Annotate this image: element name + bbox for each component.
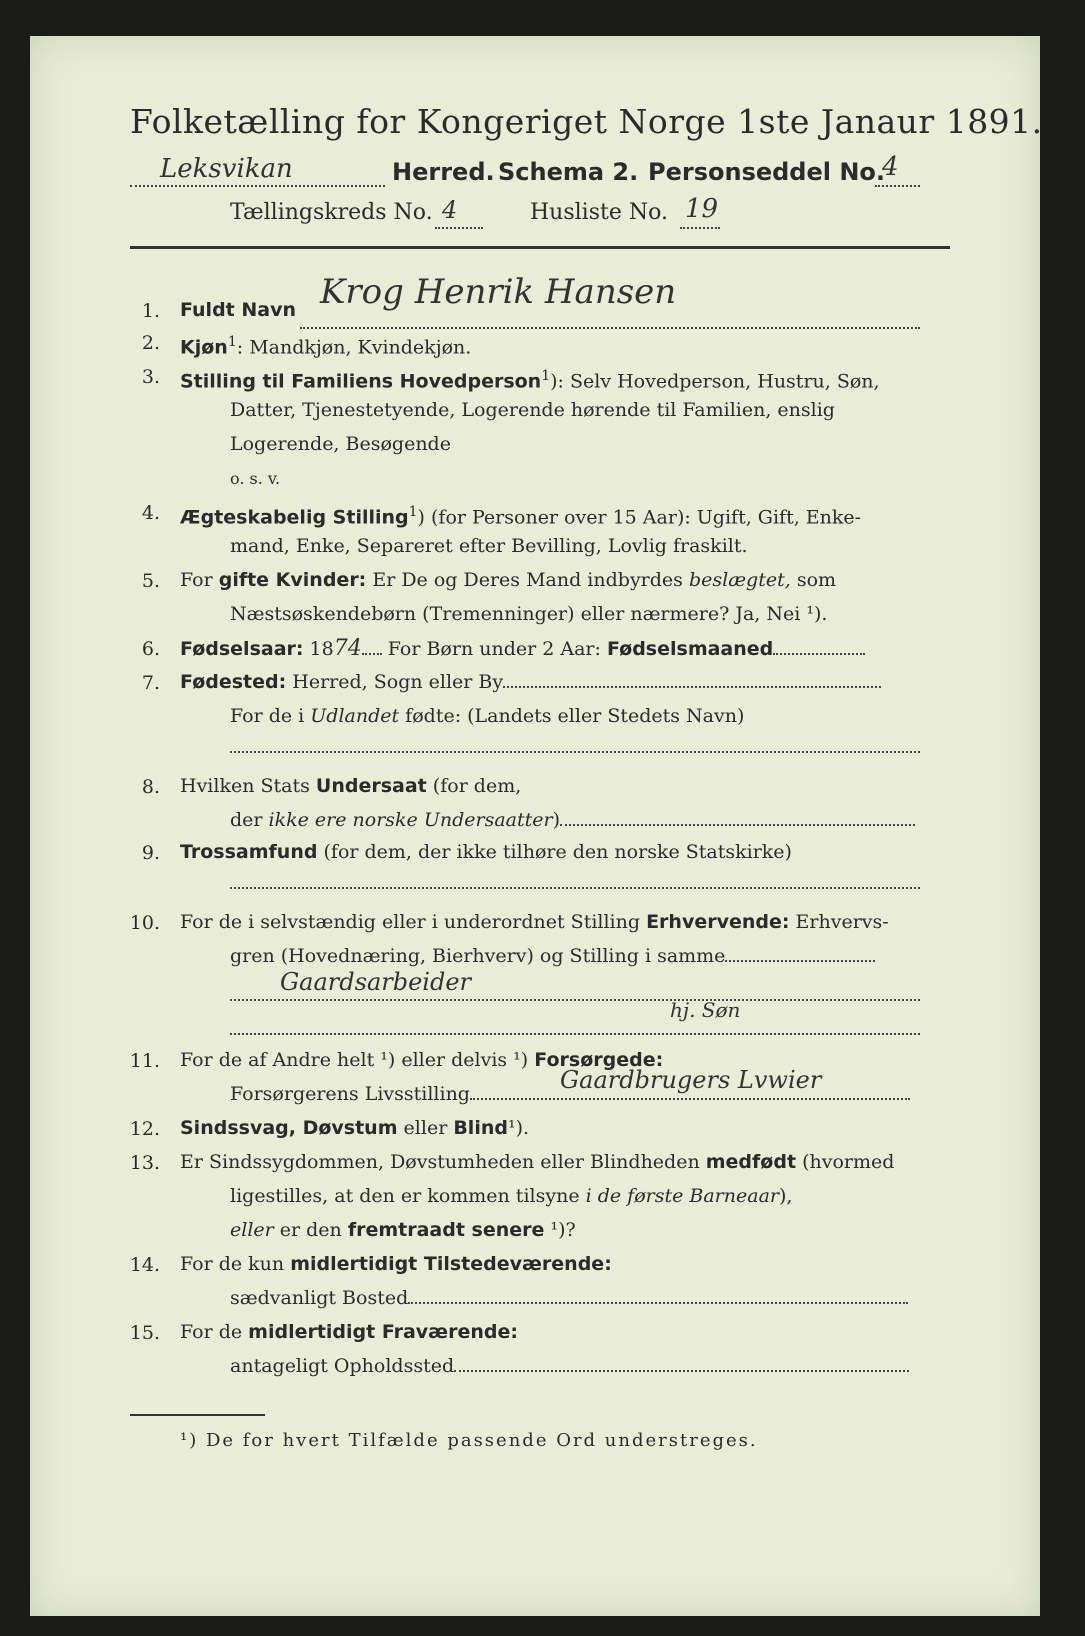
birth-year-handwritten: 74 (333, 636, 362, 661)
item-label2: Blind (453, 1117, 508, 1139)
line-label: fremtraadt senere (347, 1219, 545, 1241)
item-text: Erhvervs- (789, 911, 889, 933)
line-italic: i de første Barneaar (585, 1185, 779, 1207)
kreds-number: 4 (442, 196, 458, 224)
item-15-row (180, 1316, 518, 1349)
item-1-row (180, 294, 296, 327)
item-8-row (180, 770, 521, 803)
item-text: ): Selv Hovedperson, Hustru, Søn, (550, 370, 880, 393)
item-number: 2. (141, 332, 160, 354)
item-4-row: Ægteskabelig Stilling$^1$) (for Personer over 15 Aar): Ugift, Gift, Enke- (180, 504, 862, 529)
municipality-handwritten: Leksvikan (160, 154, 293, 184)
line-text: antageligt Opholdssted (230, 1355, 455, 1377)
item-text2: som (790, 569, 837, 591)
municipality-dots (130, 184, 385, 187)
line-text: ), (779, 1185, 793, 1207)
personseddel-number: 4 (882, 152, 899, 182)
item-3-line2: Datter, Tjenestetyende, Logerende hørende til Familien, enslig (230, 399, 835, 421)
item-7-row (180, 666, 881, 699)
item-label: midlertidigt Tilstedeværende: (290, 1253, 612, 1275)
personseddel-dots (875, 184, 920, 187)
item-text: (for dem, der ikke tilhøre den norske Statskirke) (317, 841, 792, 863)
item-label: Fødested: (180, 671, 287, 693)
item-label: Forsørgede: (534, 1049, 664, 1071)
item-14-line2 (230, 1282, 908, 1315)
item-text: ) (for Personer over 15 Aar): Ugift, Gift, Enke- (417, 506, 862, 529)
item-number: 9. (141, 842, 160, 864)
item-text: 18 (303, 638, 334, 660)
item-label: Ægteskabelig Stilling (180, 506, 409, 529)
item-text: eller (397, 1117, 454, 1139)
item-label: gifte Kvinder: (218, 569, 367, 591)
item-prefix: For de (180, 1321, 249, 1343)
line-prefix: der (230, 809, 269, 831)
personseddel-label: Personseddel No. (648, 158, 886, 186)
item-10-row (180, 906, 889, 939)
item-15-line2 (230, 1350, 909, 1383)
item-4-line2: mand, Enke, Separeret efter Bevilling, Lovlig fraskilt. (230, 535, 748, 557)
line-text: gren (Hovednæring, Bierhverv) og Stilling i samme (230, 945, 726, 967)
item-prefix: Er Sindssygdommen, Døvstumheden eller Blindheden (180, 1151, 706, 1173)
item-text2: For Børn under 2 Aar: (381, 638, 607, 660)
item-5-row (180, 564, 836, 597)
line-text: ¹)? (544, 1219, 576, 1241)
item-italic: beslægtet, (688, 569, 791, 591)
item-text2: ¹). (507, 1117, 530, 1139)
footnote-marker: 1 (227, 334, 237, 350)
item-13-row (180, 1146, 894, 1179)
footnote-rule (130, 1414, 265, 1416)
item-13-line2 (230, 1180, 792, 1213)
name-handwritten: Krog Henrik Hansen (320, 272, 677, 312)
item-text: (hvormed (796, 1151, 895, 1173)
item-10-dots2 (230, 1032, 920, 1035)
item-number: 13. (129, 1152, 160, 1174)
line-prefix: ligestilles, at den er kommen tilsyne (230, 1185, 586, 1207)
line-text: Forsørgerens Livsstilling (230, 1083, 470, 1105)
item-text: (for dem, (426, 775, 522, 797)
item-label: Fuldt Navn (180, 299, 297, 321)
kreds-label: Tællingskreds No. (230, 200, 433, 225)
item-label: Kjøn (180, 336, 228, 359)
item-label: Stilling til Familiens Hovedperson (180, 370, 542, 393)
item-7-dots (230, 750, 920, 753)
item-number: 11. (129, 1050, 160, 1072)
item-label: midlertidigt Fraværende: (248, 1321, 518, 1343)
item-3-line3: Logerende, Besøgende (230, 433, 451, 455)
item-prefix: Hvilken Stats (180, 775, 316, 797)
item-label2: Fødselsmaaned (606, 638, 774, 660)
occupation-handwritten: Gaardsarbeider (280, 968, 472, 996)
header-row (130, 154, 950, 194)
item-prefix: For de kun (180, 1253, 291, 1275)
item-9-row (180, 836, 792, 869)
schema-label: Schema 2. (498, 158, 639, 186)
item-number: 14. (129, 1254, 160, 1276)
footnote: ¹) De for hvert Tilfælde passende Ord understreges. (180, 1430, 758, 1451)
line-italic: ikke ere norske Undersaatter (268, 809, 553, 831)
husliste-number: 19 (685, 194, 719, 224)
item-7-line2 (230, 700, 744, 733)
item-number: 15. (129, 1322, 160, 1344)
husliste-dots (680, 226, 720, 229)
item-text: Herred, Sogn eller By (286, 671, 504, 693)
item-number: 6. (141, 638, 160, 660)
item-number: 1. (141, 300, 160, 322)
item-12-row (180, 1112, 529, 1145)
item-prefix: For de af Andre helt ¹) eller delvis ¹) (180, 1049, 535, 1071)
line-text: sædvanligt Bosted (230, 1287, 409, 1309)
occupation2-handwritten: hj. Søn (670, 998, 741, 1022)
header-rule (130, 246, 950, 249)
item-label: Trossamfund (180, 841, 318, 863)
line-text: fødte: (Landets eller Stedets Navn) (399, 705, 745, 727)
item-label: Fødselsaar: (180, 638, 304, 660)
line-italic: eller (230, 1219, 274, 1241)
form-title: Folketælling for Kongeriget Norge 1ste Janaur 1891. (130, 102, 1043, 141)
line-italic: Udlandet (310, 705, 400, 727)
item-2-row (180, 326, 471, 364)
item-10-dots (230, 998, 920, 1001)
item-number: 10. (129, 912, 160, 934)
item-5-line2: Næstsøskendebørn (Tremenninger) eller nærmere? Ja, Nei ¹). (230, 603, 828, 625)
item-label: medfødt (705, 1151, 797, 1173)
item-number: 5. (141, 570, 160, 592)
census-form (30, 36, 1043, 1616)
item-number: 4. (141, 502, 160, 524)
item-number: 8. (141, 776, 160, 798)
item-13-line3 (230, 1214, 576, 1247)
item-14-row (180, 1248, 612, 1281)
item-number: 3. (141, 366, 160, 388)
item-9-dots (230, 886, 920, 889)
item-3-row: Stilling til Familiens Hovedperson$^1$): Selv Hovedperson, Hustru, Søn, (180, 368, 880, 393)
item-label: Undersaat (315, 775, 427, 797)
item-text: : Mandkjøn, Kvindekjøn. (236, 336, 472, 359)
kreds-dots (435, 226, 483, 229)
item-number: 7. (141, 672, 160, 694)
item-label: Erhvervende: (646, 911, 790, 933)
item-number: 12. (129, 1118, 160, 1140)
line-prefix: For de i (230, 705, 311, 727)
item-6-row (180, 632, 865, 666)
item-prefix: For de i selvstændig eller i underordnet Stilling (180, 911, 647, 933)
provider-handwritten: Gaardbrugers Lvwier (560, 1066, 822, 1094)
kreds-row (230, 194, 850, 238)
item-prefix: For (180, 569, 219, 591)
item-label: Sindssvag, Døvstum (180, 1117, 398, 1139)
item-8-line2 (230, 804, 915, 837)
line-prefix: er den (273, 1219, 348, 1241)
item-text: Er De og Deres Mand indbyrdes (366, 569, 689, 591)
husliste-label: Husliste No. (530, 200, 668, 225)
item-3-line4: o. s. v. (230, 469, 281, 488)
line-text: ) (552, 809, 560, 831)
herred-label: Herred. (392, 158, 495, 186)
